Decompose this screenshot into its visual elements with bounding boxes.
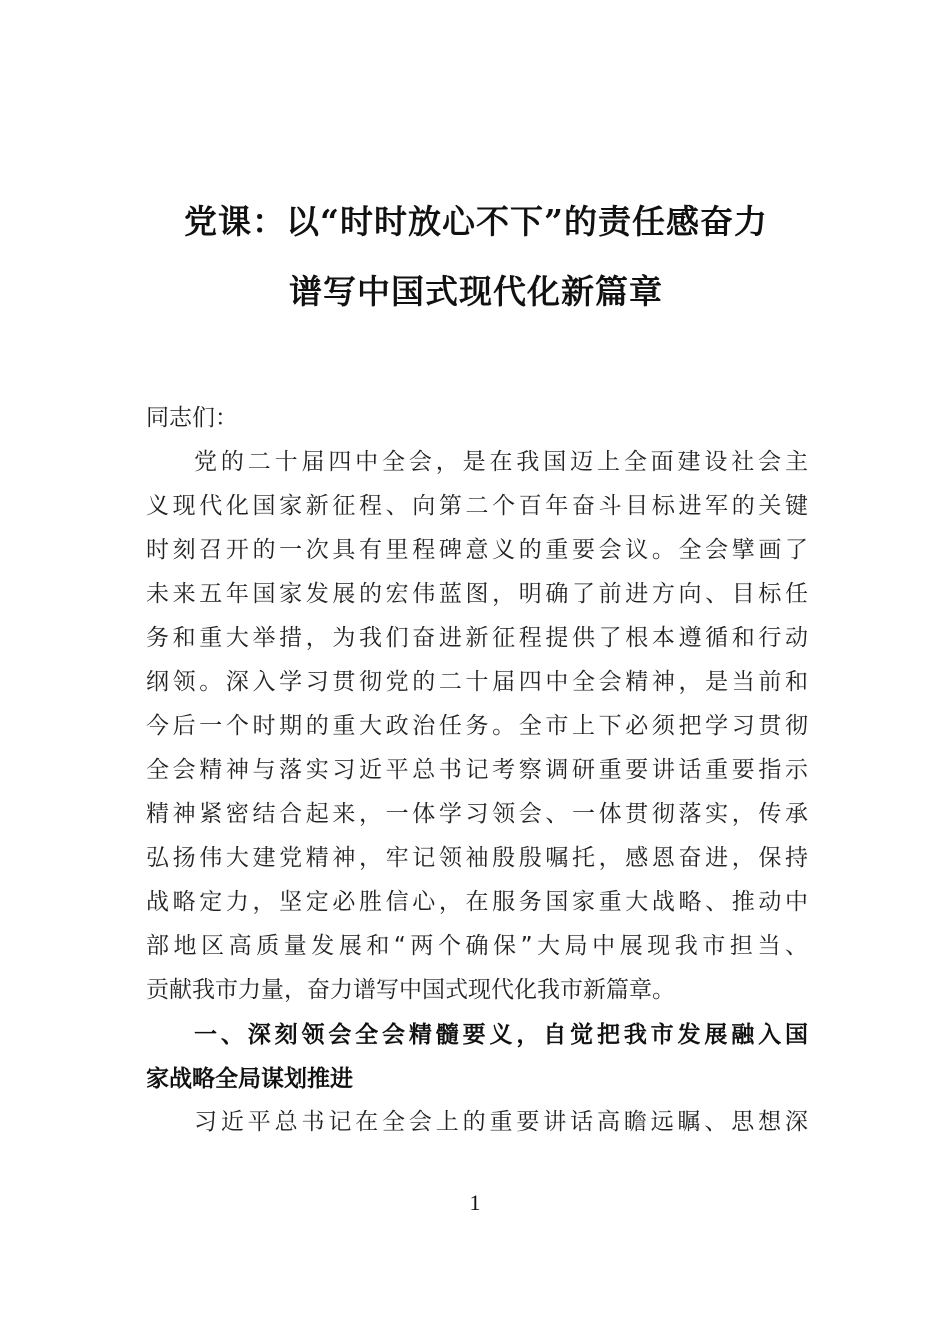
paragraph-line: 务和重大举措，为我们奋进新征程提供了根本遵循和行动 (146, 625, 808, 651)
paragraph-1 (146, 440, 808, 1012)
heading-line: 一、深刻领会全会精髓要义，自觉把我市发展融入国 (194, 1021, 808, 1047)
paragraph-line: 战略定力，坚定必胜信心，在服务国家重大战略、推动中 (146, 889, 808, 915)
paragraph-line: 党的二十届四中全会，是在我国迈上全面建设社会主 (194, 449, 808, 475)
page-number: 1 (469, 1190, 481, 1215)
paragraph-line: 全会精神与落实习近平总书记考察调研重要讲话重要指示 (146, 757, 808, 783)
section-1-heading (146, 1012, 808, 1100)
document-title-line-1: 党课：以“时时放心不下”的责任感奋力 (184, 202, 768, 241)
paragraph-line: 习近平总书记在全会上的重要讲话高瞻远瞩、思想深 (194, 1109, 808, 1135)
paragraph-line: 未来五年国家发展的宏伟蓝图，明确了前进方向、目标任 (146, 581, 808, 607)
paragraph-line: 时刻召开的一次具有里程碑意义的重要会议。全会擘画了 (146, 537, 808, 563)
document-title-line-2: 谱写中国式现代化新篇章 (289, 272, 663, 311)
paragraph-line: 弘扬伟大建党精神，牢记领袖殷殷嘱托，感恩奋进，保持 (146, 845, 808, 871)
paragraph-line: 贡献我市力量，奋力谱写中国式现代化我市新篇章。 (146, 977, 675, 1003)
paragraph-line: 部地区高质量发展和“两个确保”大局中展现我市担当、 (146, 933, 808, 959)
paragraph-line: 今后一个时期的重大政治任务。全市上下必须把学习贯彻 (146, 713, 808, 739)
paragraph-line: 精神紧密结合起来，一体学习领会、一体贯彻落实，传承 (146, 801, 808, 827)
document-body (146, 396, 808, 1144)
paragraph-2 (146, 1100, 808, 1144)
salutation: 同志们： (146, 405, 238, 431)
paragraph-line: 纲领。深入学习贯彻党的二十届四中全会精神，是当前和 (146, 669, 808, 695)
heading-line: 家战略全局谋划推进 (146, 1065, 353, 1091)
paragraph-line: 义现代化国家新征程、向第二个百年奋斗目标进军的关键 (146, 493, 808, 519)
